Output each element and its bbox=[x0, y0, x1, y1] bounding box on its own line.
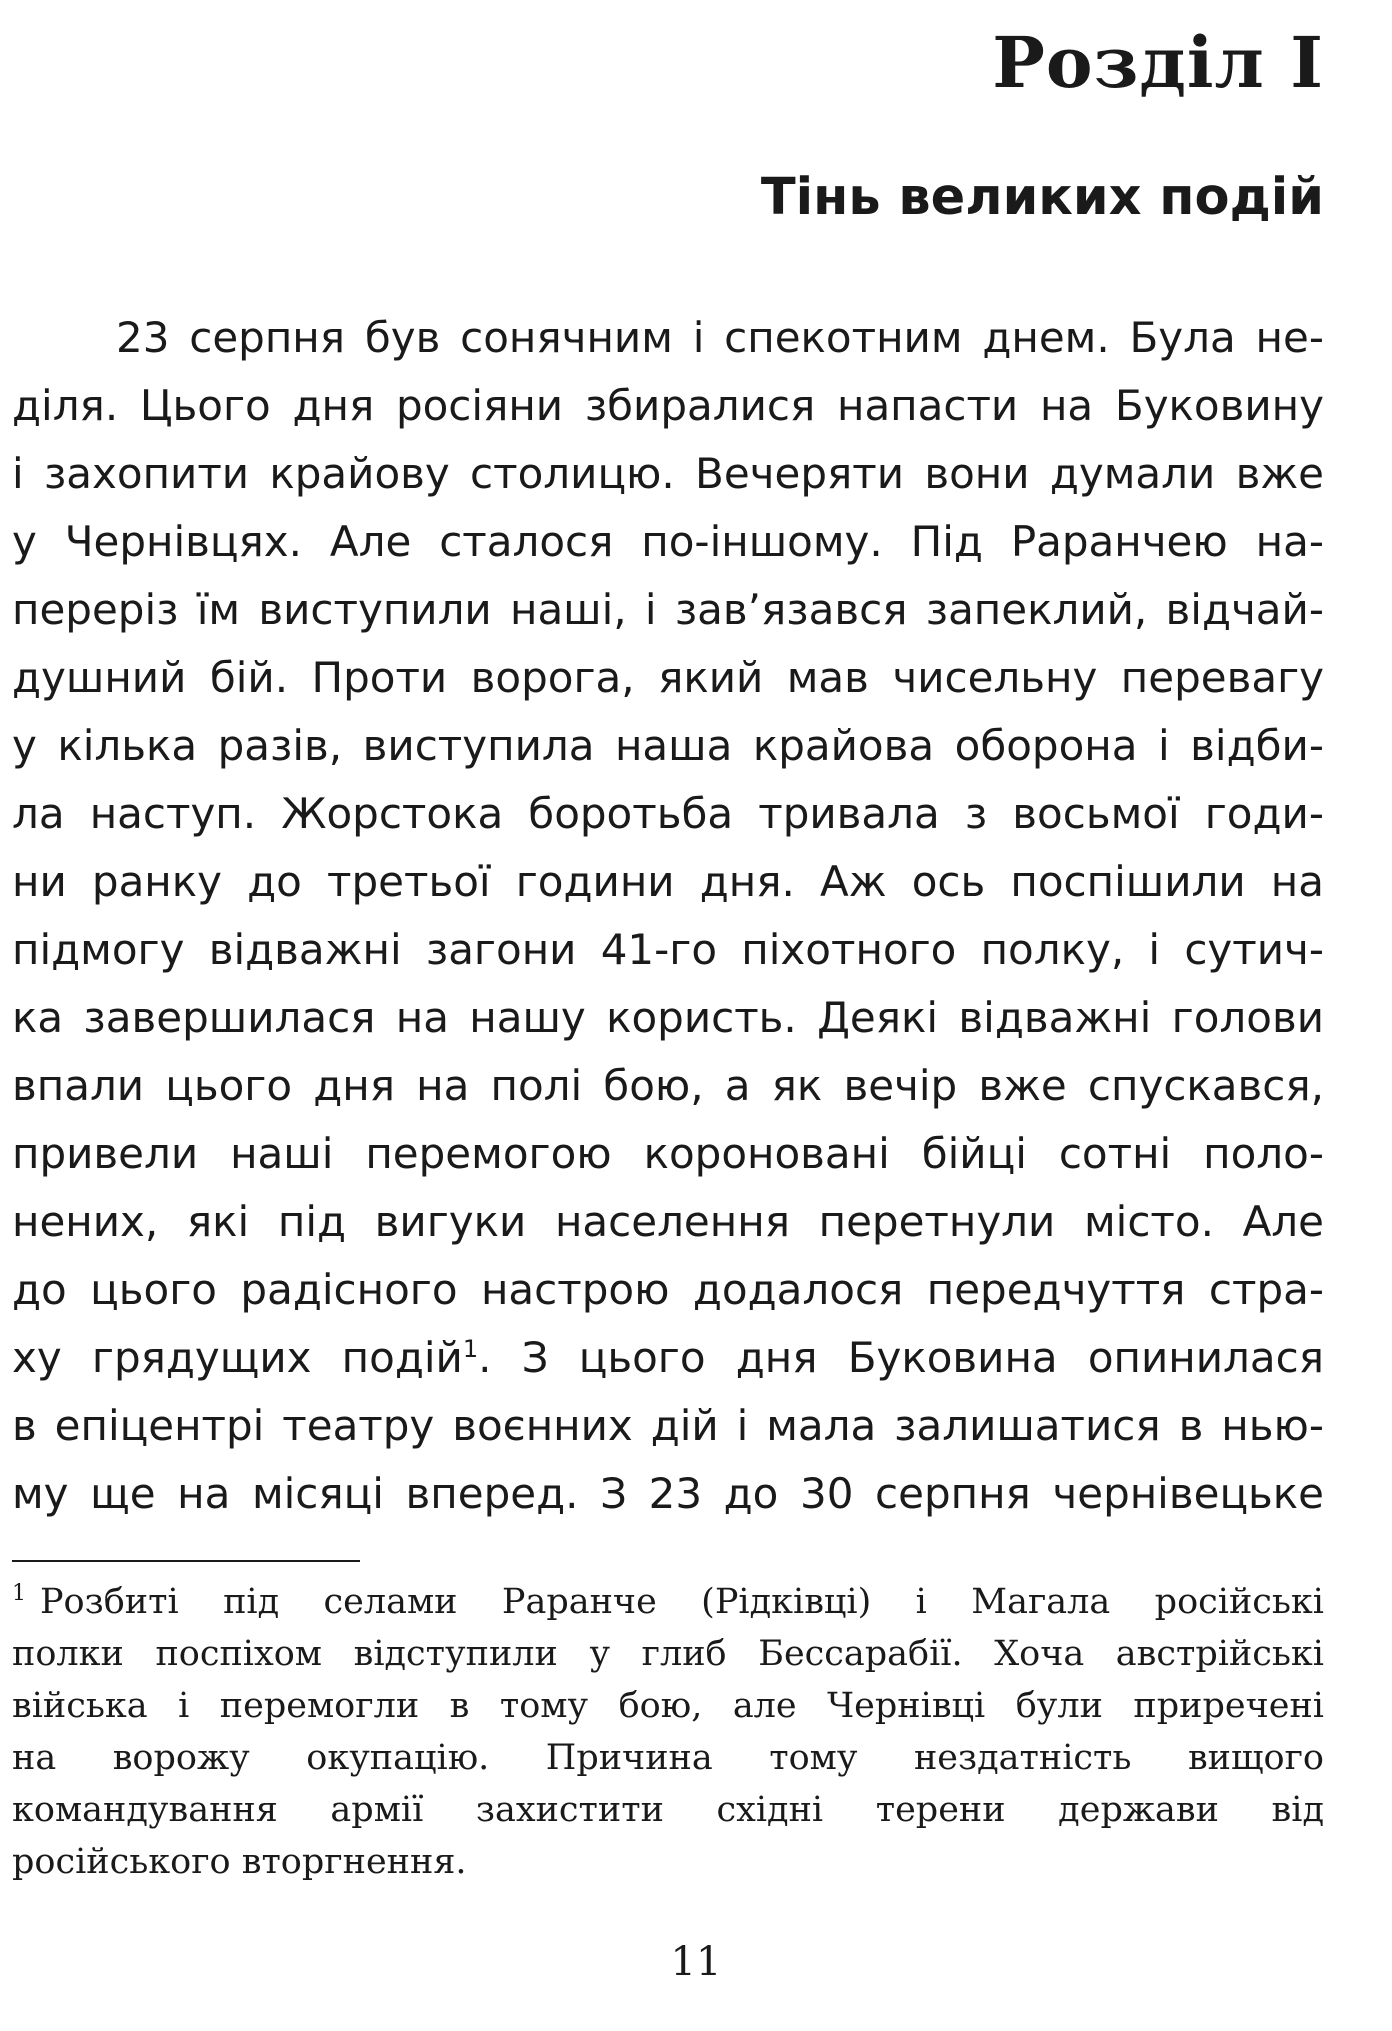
body-line-part: ху грядущих подій bbox=[12, 1333, 463, 1382]
body-line-part: . З цього дня Буковина опинилася bbox=[478, 1333, 1324, 1382]
body-line: му ще на місяці вперед. З 23 до 30 серпня чернівецьке bbox=[12, 1469, 1324, 1518]
page-number: 11 bbox=[670, 1939, 722, 1985]
body-line: 23 серпня був сонячним і спекотним днем. Була не- bbox=[116, 313, 1324, 362]
footnote-line-text: Розбиті під селами Раранче (Рідківці) і Магала російські bbox=[40, 1582, 1324, 1622]
body-line-with-footnote bbox=[12, 1324, 1324, 1392]
footnote-line bbox=[12, 1576, 1324, 1628]
body-line: привели наші перемогою короновані бійці сотні поло- bbox=[12, 1129, 1324, 1178]
body-line: підмогу відважні загони 41-го піхотного полку, і сутич- bbox=[12, 925, 1324, 974]
footnote-mark: 1 bbox=[12, 1581, 26, 1607]
body-line: у кілька разів, виступила наша крайова оборона і відби- bbox=[12, 721, 1324, 770]
body-line: ла наступ. Жорстока боротьба тривала з восьмої годи- bbox=[12, 789, 1324, 838]
body-line: діля. Цього дня росіяни збиралися напасти на Буковину bbox=[12, 381, 1324, 430]
footnote bbox=[12, 1576, 1324, 1888]
footnote-line: полки поспіхом відступили у глиб Бессарабії. Хоча австрійські bbox=[12, 1634, 1324, 1674]
chapter-title: Розділ I bbox=[992, 21, 1324, 104]
body-line: ни ранку до третьої години дня. Аж ось поспішили на bbox=[12, 857, 1324, 906]
body-line: ка завершилася на нашу користь. Деякі відважні голови bbox=[12, 993, 1324, 1042]
footnote-line: на ворожу окупацію. Причина тому нездатність вищого bbox=[12, 1738, 1324, 1778]
body-line: і захопити крайову столицю. Вечеряти вони думали вже bbox=[12, 449, 1324, 498]
footnote-line: російського вторгнення. bbox=[12, 1842, 467, 1882]
body-paragraph bbox=[12, 304, 1324, 1528]
body-line: до цього радісного настрою додалося передчуття стра- bbox=[12, 1265, 1324, 1314]
body-line: нених, які під вигуки населення перетнули місто. Але bbox=[12, 1197, 1324, 1246]
body-line: впали цього дня на полі бою, а як вечір вже спускався, bbox=[12, 1061, 1324, 1110]
body-line: переріз їм виступили наші, і зав’язався запеклий, відчай- bbox=[12, 585, 1324, 634]
chapter-subtitle: Тінь великих подій bbox=[760, 168, 1324, 227]
body-line: в епіцентрі театру воєнних дій і мала залишатися в нью- bbox=[12, 1401, 1324, 1450]
footnote-line: командування армії захистити східні терени держави від bbox=[12, 1790, 1324, 1830]
footnote-divider bbox=[12, 1560, 360, 1562]
footnote-line: війська і перемогли в тому бою, але Чернівці були приречені bbox=[12, 1686, 1324, 1726]
footnote-reference: 1 bbox=[462, 1335, 479, 1363]
body-line: у Чернівцях. Але сталося по-іншому. Під Раранчею на- bbox=[12, 517, 1324, 566]
body-line: душний бій. Проти ворога, який мав чисельну перевагу bbox=[12, 653, 1324, 702]
